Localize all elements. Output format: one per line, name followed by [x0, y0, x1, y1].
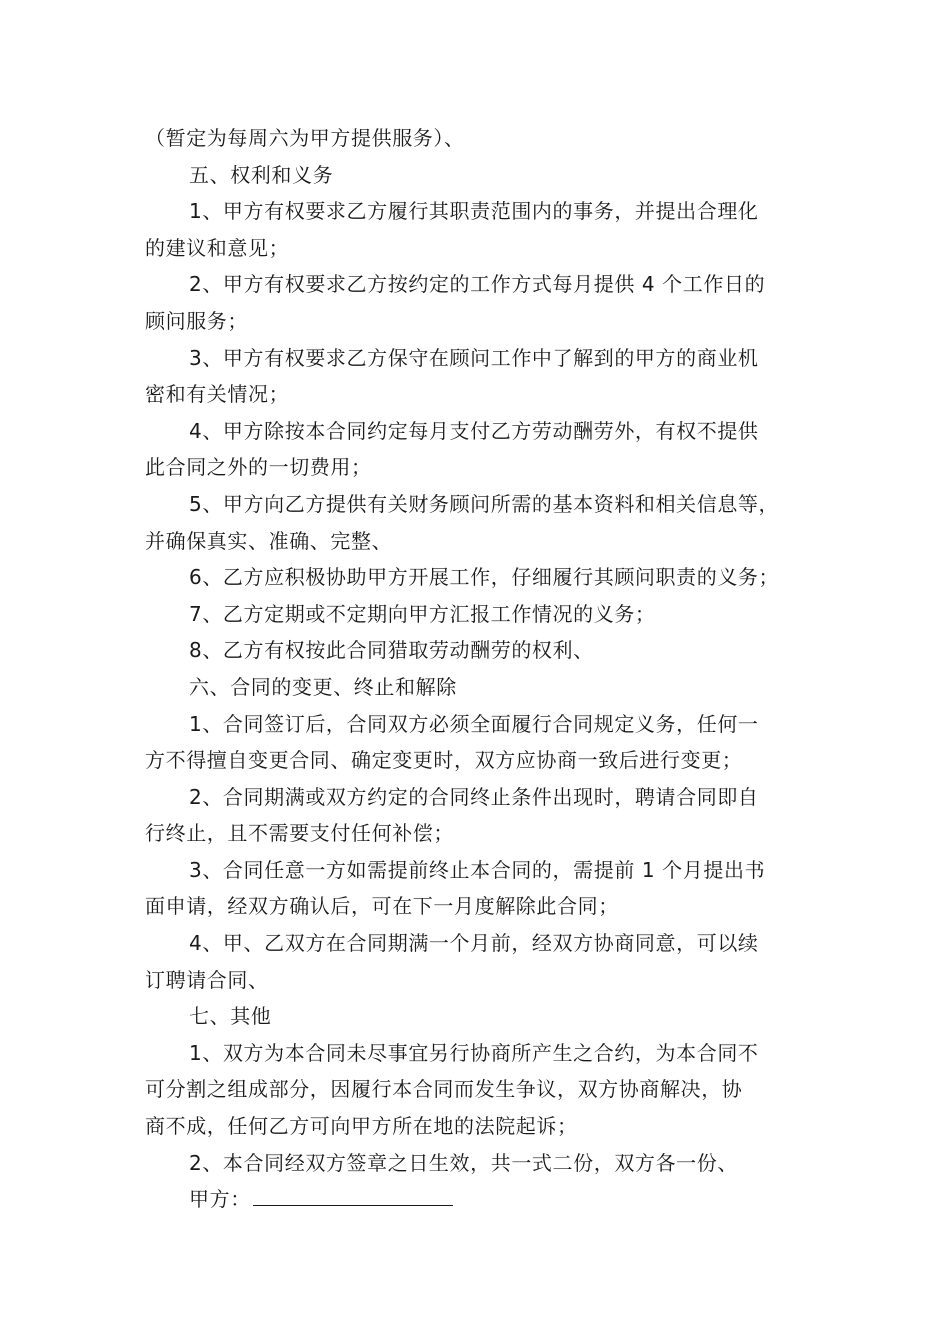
text-line: 2、本合同经双方签章之日生效，共一式二份，双方各一份、: [189, 1150, 738, 1175]
text-line: 面申请，经双方确认后，可在下一月度解除此合同；: [145, 894, 619, 919]
document-body: [145, 120, 825, 1218]
text-line: 的建议和意见；: [145, 235, 290, 260]
text-line: 6、乙方应积极协助甲方开展工作，仔细履行其顾问职责的义务；: [189, 565, 780, 590]
text-line: 可分割之组成部分，因履行本合同而发生争议，双方协商解决，协: [145, 1077, 743, 1102]
section-heading-rights: 五、权利和义务: [189, 162, 334, 187]
text-line: 订聘请合同、: [145, 967, 269, 992]
text-line: 密和有关情况；: [145, 382, 290, 407]
text-line: 3、甲方有权要求乙方保守在顾问工作中了解到的甲方的商业机: [189, 345, 759, 370]
section-heading-changes: 六、合同的变更、终止和解除: [189, 674, 457, 699]
text-line: 1、甲方有权要求乙方履行其职责范围内的事务，并提出合理化: [189, 199, 759, 224]
text-line: 4、甲方除按本合同约定每月支付乙方劳动酬劳外，有权不提供: [189, 418, 759, 443]
signature-label: 甲方：: [189, 1187, 251, 1212]
text-line: 2、合同期满或双方约定的合同终止条件出现时，聘请合同即自: [189, 784, 759, 809]
text-line: 3、合同任意一方如需提前终止本合同的，需提前 1 个月提出书: [189, 857, 766, 882]
text-line: 并确保真实、准确、完整、: [145, 528, 393, 553]
text-line: 2、甲方有权要求乙方按约定的工作方式每月提供 4 个工作日的: [189, 272, 766, 297]
text-line: 1、合同签订后，合同双方必须全面履行合同规定义务，任何一: [189, 711, 759, 736]
signature-blank: [253, 1181, 453, 1206]
text-line: 顾问服务；: [145, 308, 248, 333]
text-line: 商不成，任何乙方可向甲方所在地的法院起诉；: [145, 1114, 578, 1139]
section-heading-other: 七、其他: [189, 1004, 272, 1029]
signature-line: [145, 1181, 825, 1218]
text-line: 5、甲方向乙方提供有关财务顾问所需的基本资料和相关信息等，: [189, 491, 780, 516]
text-line: 行终止，且不需要支付任何补偿；: [145, 821, 454, 846]
text-line: 1、双方为本合同未尽事宜另行协商所产生之合约，为本合同不: [189, 1040, 759, 1065]
text-line: （暂定为每周六为甲方提供服务）、: [145, 126, 465, 150]
text-line: 7、乙方定期或不定期向甲方汇报工作情况的义务；: [189, 601, 656, 626]
text-line: 4、甲、乙双方在合同期满一个月前，经双方协商同意，可以续: [189, 931, 759, 956]
text-line: 此合同之外的一切费用；: [145, 455, 372, 480]
text-line: 方不得擅自变更合同、确定变更时，双方应协商一致后进行变更；: [145, 748, 743, 773]
text-line: 8、乙方有权按此合同猎取劳动酬劳的权利、: [189, 638, 594, 663]
